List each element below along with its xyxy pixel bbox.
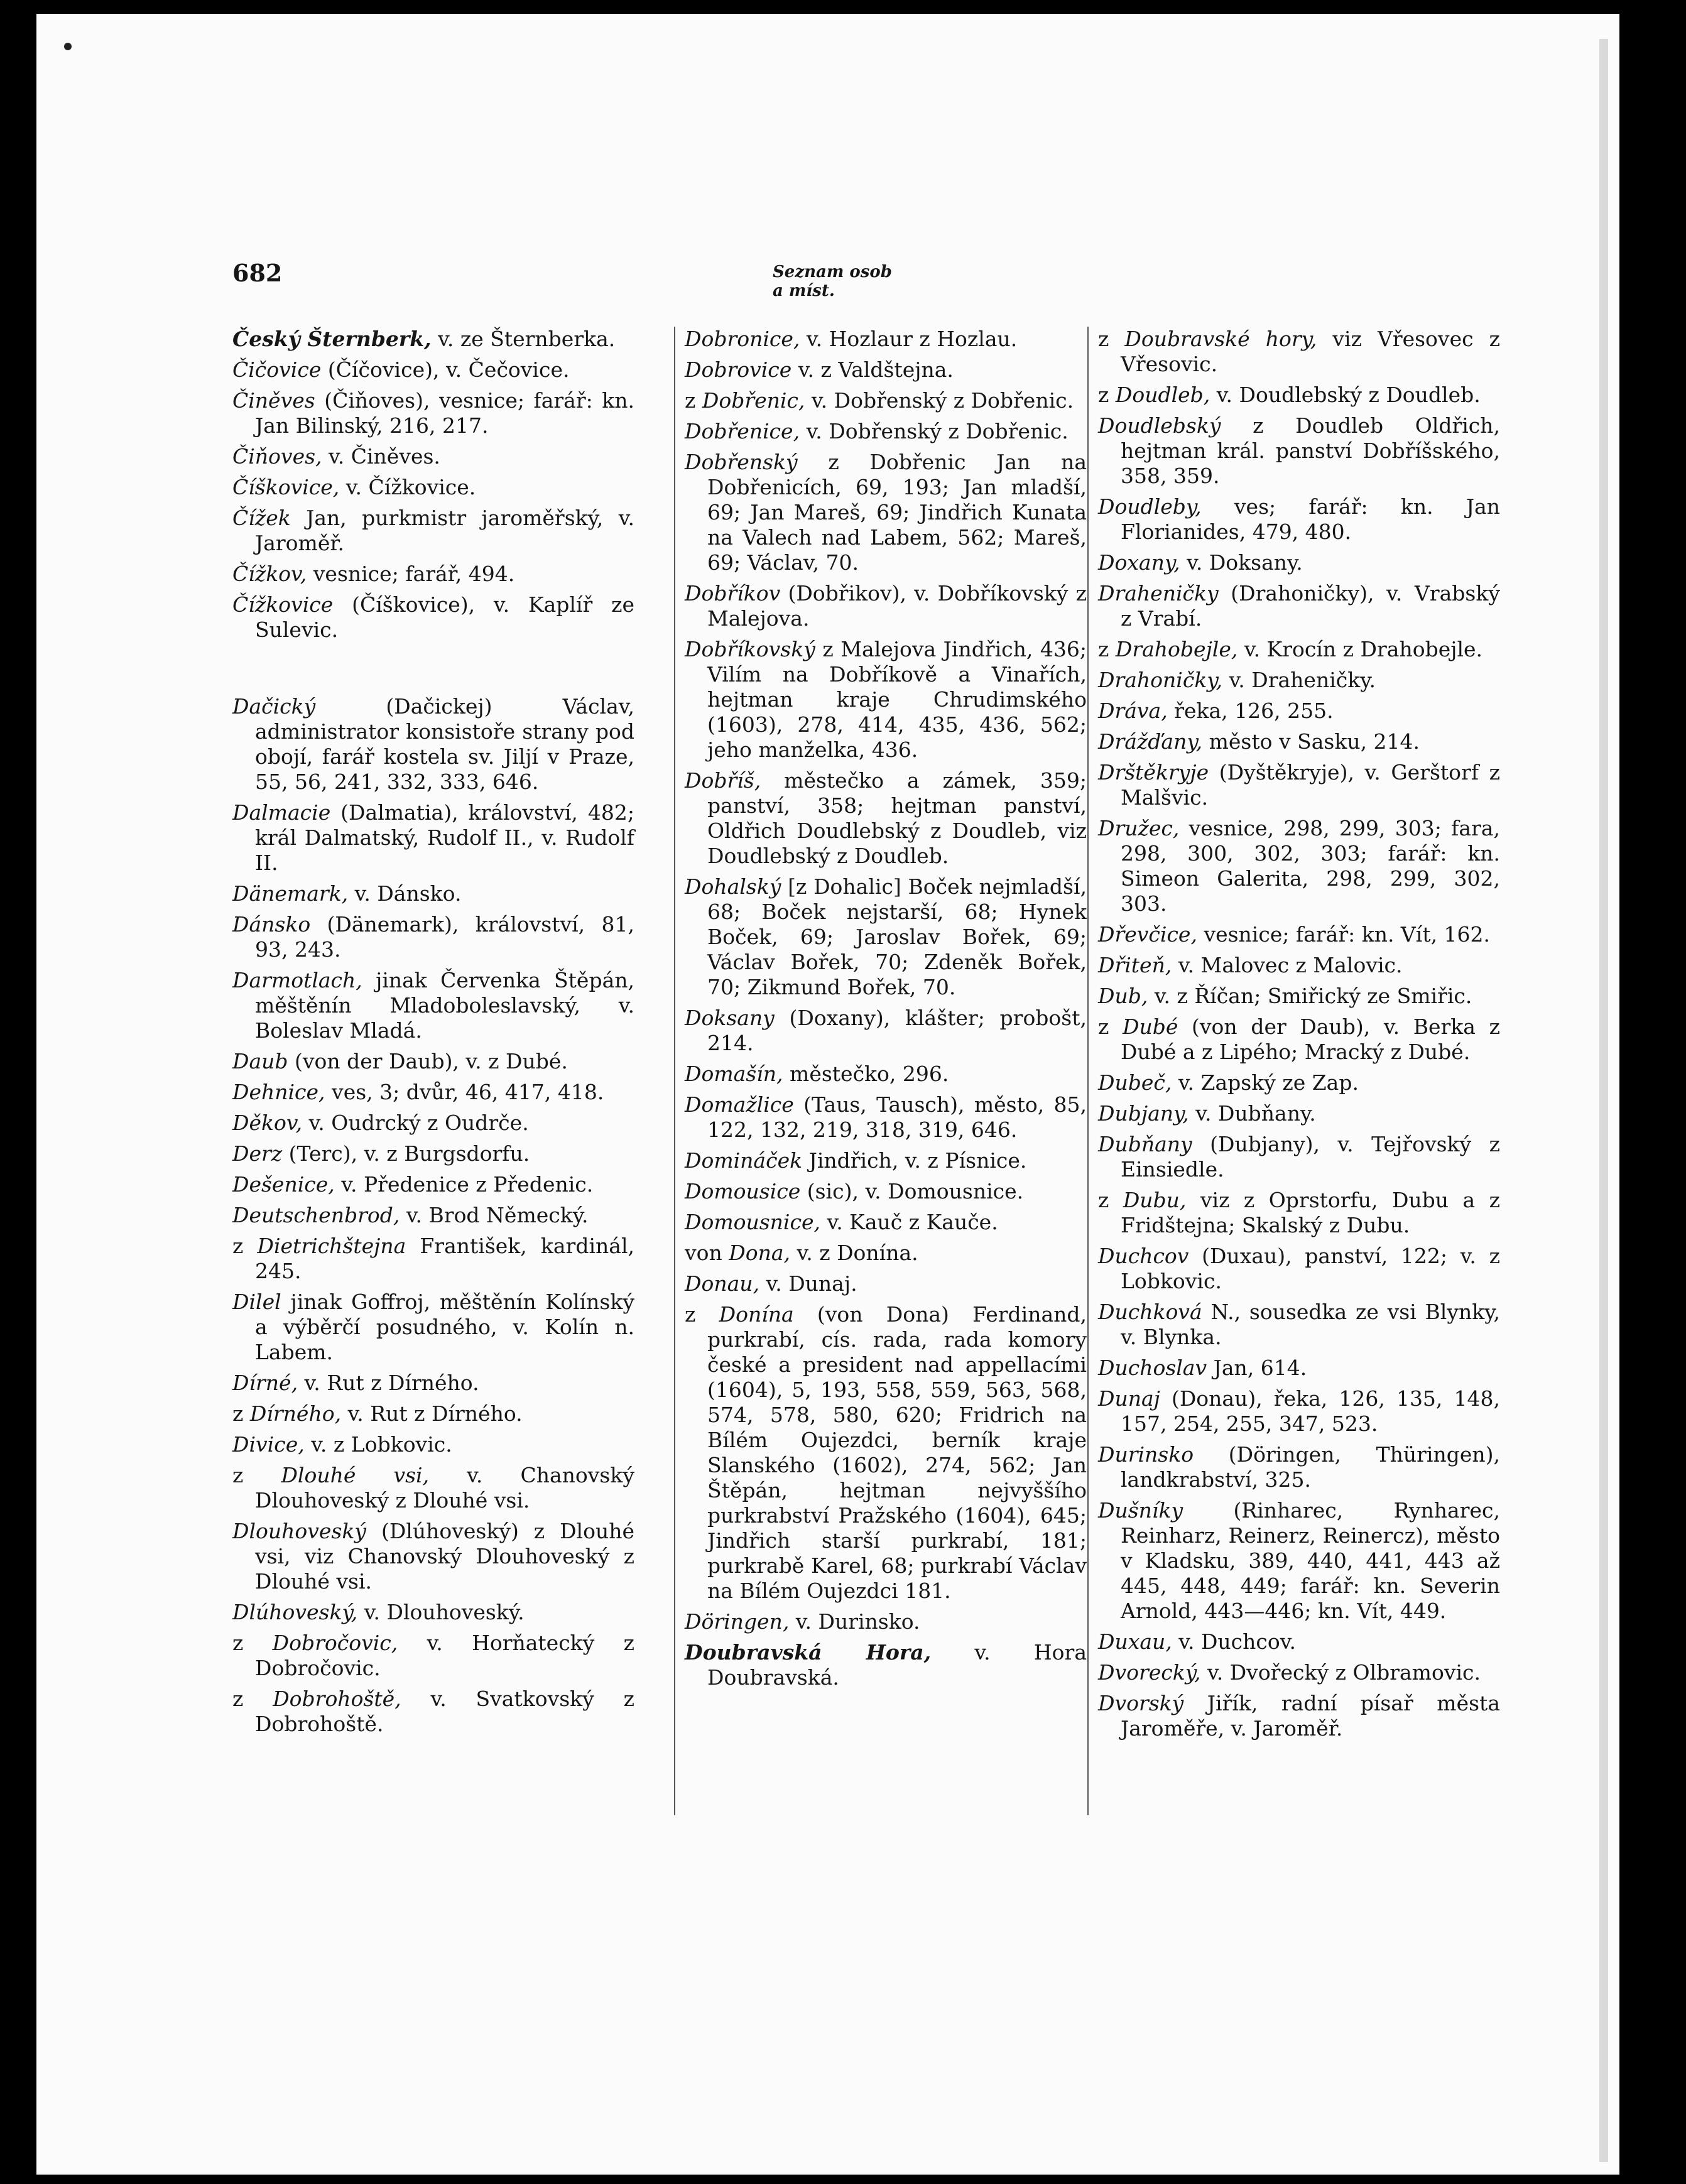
entry-headword: Duchková: [1098, 1300, 1202, 1324]
index-entry: [232, 1631, 634, 1681]
entry-text: (Duxau), panství, 122; v. z Lobkovic.: [1121, 1244, 1500, 1293]
entry-headword: Dobříš,: [685, 768, 761, 793]
entry-headword: Dubeč,: [1098, 1070, 1172, 1095]
entry-headword: Dubu,: [1123, 1188, 1187, 1212]
entry-headword: Doudlebský: [1098, 413, 1221, 438]
index-entry: [232, 1687, 634, 1737]
index-entry: [232, 694, 634, 795]
entry-headword: Dänemark,: [232, 881, 349, 906]
index-entry: [232, 912, 634, 962]
entry-text: v. Hozlaur z Hozlau.: [800, 327, 1018, 351]
index-entry: [232, 800, 634, 876]
entry-text: (Terc), v. z Burgsdorfu.: [282, 1141, 530, 1166]
index-entry: [1098, 413, 1500, 489]
entry-prefix: z: [1098, 1014, 1123, 1039]
entry-headword: Dalmacie: [232, 800, 331, 825]
entry-headword: Čiňoves,: [232, 444, 322, 469]
entry-text: Jiřík, radní písař města Jaroměře, v. Jaroměř.: [1121, 1691, 1500, 1741]
index-entry: [1098, 984, 1500, 1009]
index-column-2: [685, 327, 1087, 1696]
index-column-3: [1098, 327, 1500, 1747]
index-entry: [685, 1640, 1087, 1690]
column-rule-right: [1087, 327, 1089, 1815]
entry-prefix: z: [685, 1302, 719, 1327]
index-entry: [1098, 1629, 1500, 1654]
entry-text: [z Dohalic] Boček nejmladší, 68; Boček nejstarší, 68; Hynek Boček, 69; Jaroslav Bořek, 69; Václav Bořek, 70; Zdeněk Bořek, 70; Zikmund Bořek, 70.: [707, 874, 1087, 999]
index-entry: [1098, 637, 1500, 662]
index-entry: [232, 562, 634, 587]
entry-headword: Dlúhoveský,: [232, 1600, 358, 1624]
index-entry: [232, 388, 634, 438]
entry-headword: Dačický: [232, 694, 316, 719]
entry-text: (Taus, Tausch), město, 85, 122, 132, 219, 318, 319, 646.: [707, 1092, 1087, 1142]
index-entry: [1098, 1188, 1500, 1238]
index-entry: [232, 475, 634, 500]
index-entry: [232, 1401, 634, 1426]
entry-text: v. Dunaj.: [759, 1271, 857, 1296]
entry-text: v. z Říčan; Smiřický ze Smiřic.: [1148, 984, 1472, 1008]
entry-headword: Dobronice,: [685, 327, 800, 351]
entry-text: v. Čížkovice.: [339, 475, 476, 499]
entry-text: v. ze Šternberka.: [431, 327, 616, 351]
index-entry: [1098, 1070, 1500, 1095]
running-title: Seznam osob a míst.: [773, 263, 892, 300]
entry-headword: Dobřenský: [685, 450, 798, 474]
entry-headword: Drážďany,: [1098, 729, 1203, 754]
entry-text: v. Dobřenský z Dobřenic.: [800, 419, 1069, 443]
entry-text: vesnice; farář: kn. Vít, 162.: [1197, 922, 1491, 947]
entry-prefix: z: [232, 1234, 258, 1258]
entry-headword: Český Šternberk,: [232, 327, 432, 351]
entry-headword: Dobřenic,: [702, 388, 805, 413]
index-entry: [685, 357, 1087, 383]
column-rule-left: [674, 327, 675, 1815]
entry-text: (Drahoničky), v. Vrabský z Vrabí.: [1121, 581, 1500, 631]
index-entry: [232, 1519, 634, 1594]
entry-prefix: z: [232, 1401, 250, 1426]
entry-headword: Čížek: [232, 506, 291, 530]
entry-prefix: z: [1098, 383, 1116, 407]
index-entry: [685, 419, 1087, 444]
index-entry: [232, 1290, 634, 1365]
entry-headword: Dřiteň,: [1098, 953, 1172, 977]
entry-headword: Dlouhoveský: [232, 1519, 367, 1543]
entry-text: (Döringen, Thüringen), landkrabství, 325.: [1121, 1442, 1500, 1492]
entry-prefix: z: [1098, 1188, 1123, 1212]
entry-text: (Donau), řeka, 126, 135, 148, 157, 254, 255, 347, 523.: [1121, 1386, 1500, 1436]
entry-text: z Dobřenic Jan na Dobřenicích, 69, 193; Jan mladší, 69; Jan Mareš, 69; Jindřich Kunata na Valech nad Labem, 562; Mareš, 69; Václav, 70.: [707, 450, 1087, 575]
entry-headword: Donína: [719, 1302, 794, 1327]
entry-headword: Doudleb,: [1115, 383, 1210, 407]
entry-headword: Domašín,: [685, 1062, 783, 1086]
index-entry: [232, 1111, 634, 1136]
entry-text: v. Svatkovský z Dobrohoště.: [255, 1687, 634, 1736]
entry-text: v. Oudrcký z Oudrče.: [302, 1111, 529, 1135]
entry-headword: Dřevčice,: [1098, 922, 1197, 947]
entry-text: v. Durinsko.: [789, 1609, 920, 1634]
index-entry: [685, 450, 1087, 575]
entry-text: viz Vřesovec z Vřesovic.: [1121, 327, 1500, 376]
index-entry: [232, 1600, 634, 1625]
entry-headword: Dehnice,: [232, 1080, 325, 1104]
entry-text: z Doudleb Oldřich, hejtman král. panství Dobříšského, 358, 359.: [1121, 413, 1500, 488]
entry-text: ves; farář: kn. Jan Florianides, 479, 480.: [1121, 494, 1500, 544]
entry-headword: Družec,: [1098, 816, 1180, 840]
index-entry: [685, 874, 1087, 1000]
entry-text: Jan, 614.: [1207, 1355, 1307, 1380]
index-entry: [232, 1432, 634, 1457]
index-entry: [685, 768, 1087, 869]
page-number: 682: [232, 259, 283, 287]
entry-text: v. Doksany.: [1180, 550, 1303, 575]
index-entry: [1098, 1014, 1500, 1065]
index-entry: [1098, 922, 1500, 947]
entry-text: viz z Oprstorfu, Dubu a z Fridštejna; Skalský z Dubu.: [1121, 1188, 1500, 1237]
entry-prefix: z: [685, 388, 702, 413]
entry-headword: Dlouhé vsi,: [281, 1463, 430, 1487]
index-entry: [1098, 1498, 1500, 1624]
entry-text: František, kardinál, 245.: [255, 1234, 634, 1283]
entry-headword: Donau,: [685, 1271, 759, 1296]
index-entry: [1098, 816, 1500, 916]
index-entry: [232, 444, 634, 469]
index-entry: [232, 1172, 634, 1197]
entry-prefix: von: [685, 1241, 729, 1265]
entry-text: v. Rut z Dírného.: [298, 1371, 479, 1395]
entry-headword: Děkov,: [232, 1111, 303, 1135]
entry-headword: Darmotlach,: [232, 968, 362, 992]
index-entry: [232, 1371, 634, 1396]
index-entry: [685, 1609, 1087, 1634]
index-entry: [1098, 383, 1500, 408]
index-entry: [685, 1179, 1087, 1204]
index-entry: [685, 1062, 1087, 1087]
entry-headword: Dub,: [1098, 984, 1148, 1008]
entry-headword: Dobříkovský: [685, 637, 815, 661]
index-entry: [232, 327, 634, 352]
entry-headword: Dvorský: [1098, 1691, 1184, 1715]
index-entry: [1098, 327, 1500, 377]
index-entry: [1098, 953, 1500, 978]
entry-headword: Dohalský: [685, 874, 781, 899]
entry-text: v. Dubňany.: [1188, 1101, 1316, 1126]
entry-text: v. z Lobkovic.: [304, 1432, 452, 1457]
index-entry: [1098, 698, 1500, 724]
entry-headword: Döringen,: [685, 1609, 790, 1634]
entry-headword: Domináček: [685, 1148, 803, 1173]
entry-headword: Domousice: [685, 1179, 801, 1203]
index-entry: [685, 1241, 1087, 1266]
entry-text: N., sousedka ze vsi Blynky, v. Blynka.: [1121, 1300, 1500, 1349]
entry-text: v. Dvořecký z Olbramovic.: [1200, 1660, 1481, 1685]
entry-prefix: z: [1098, 637, 1116, 661]
entry-text: (Dyštěkryje), v. Gerštorf z Malšvic.: [1121, 760, 1500, 810]
entry-headword: Číškovice,: [232, 475, 340, 499]
index-entry: [685, 637, 1087, 763]
entry-headword: Dilel: [232, 1290, 281, 1314]
entry-text: (von der Daub), v. Berka z Dubé a z Lipého; Mracký z Dubé.: [1121, 1014, 1500, 1064]
index-entry: [232, 1463, 634, 1513]
entry-headword: Dubňany: [1098, 1132, 1192, 1156]
entry-text: v. Hora Doubravská.: [707, 1640, 1087, 1690]
entry-headword: Derz: [232, 1141, 283, 1166]
entry-text: vesnice, 298, 299, 303; fara, 298, 300, 302, 303; farář: kn. Simeon Galerita, 298, 299, 302, 303.: [1121, 816, 1500, 916]
entry-text: v. Činěves.: [322, 444, 440, 469]
entry-text: městečko a zámek, 359; panství, 358; hejtman panství, Oldřich Doudlebský z Doudleb, viz Doudlebský z Doudleb.: [707, 768, 1087, 868]
entry-headword: Doubravské hory,: [1124, 327, 1317, 351]
entry-text: v. Dánsko.: [348, 881, 462, 906]
index-entry: [685, 1092, 1087, 1143]
entry-text: vesnice; farář, 494.: [307, 562, 515, 586]
entry-headword: Dušníky: [1098, 1498, 1183, 1523]
entry-text: v. z Donína.: [790, 1241, 918, 1265]
entry-headword: Doxany,: [1098, 550, 1180, 575]
entry-text: Jan, purkmistr jaroměřský, v. Jaroměř.: [255, 506, 634, 555]
entry-text: v. Předenice z Předenic.: [334, 1172, 594, 1197]
index-entry: [232, 1141, 634, 1166]
index-entry: [1098, 1300, 1500, 1350]
index-entry: [685, 581, 1087, 631]
entry-headword: Duxau,: [1098, 1629, 1172, 1654]
index-entry: [685, 327, 1087, 352]
entry-text: v. Chanovský Dlouhoveský z Dlouhé vsi.: [255, 1463, 634, 1513]
index-entry: [232, 1203, 634, 1228]
entry-headword: Dobročovic,: [272, 1631, 398, 1655]
entry-headword: Dubjany,: [1098, 1101, 1189, 1126]
index-entry: [1098, 1660, 1500, 1685]
entry-text: (Dänemark), království, 81, 93, 243.: [255, 912, 634, 962]
entry-headword: Durinsko: [1098, 1442, 1194, 1467]
entry-headword: Čížkov,: [232, 562, 307, 586]
index-entry: [1098, 581, 1500, 631]
entry-text: v. z Valdštejna.: [791, 357, 954, 382]
entry-text: (Dubjany), v. Tejřovský z Einsiedle.: [1121, 1132, 1500, 1182]
entry-headword: Dobrovice: [685, 357, 792, 382]
entry-text: jinak Goffroj, měštěnín Kolínský a výběrčí posudného, v. Kolín n. Labem.: [255, 1290, 634, 1364]
entry-headword: Duchoslav: [1098, 1355, 1207, 1380]
entry-headword: Činěves: [232, 388, 315, 413]
entry-text: v. Kauč z Kauče.: [820, 1210, 998, 1234]
entry-headword: Doubravská Hora,: [685, 1640, 932, 1665]
index-entry: [232, 506, 634, 556]
index-entry: [1098, 1132, 1500, 1182]
entry-headword: Dobříkov: [685, 581, 781, 606]
entry-headword: Dvorecký,: [1098, 1660, 1201, 1685]
entry-text: v. Duchcov.: [1172, 1629, 1296, 1654]
entry-headword: Dešenice,: [232, 1172, 335, 1197]
entry-text: v. Krocín z Drahobejle.: [1237, 637, 1483, 661]
entry-text: Jindřich, v. z Písnice.: [802, 1148, 1027, 1173]
index-entry: [1098, 1355, 1500, 1381]
entry-headword: Doudleby,: [1098, 494, 1202, 519]
entry-text: (Číškovice), v. Kaplíř ze Sulevic.: [255, 592, 634, 642]
entry-headword: Dietrichštejna: [257, 1234, 406, 1258]
entry-text: městečko, 296.: [783, 1062, 949, 1086]
entry-text: v. Dobřenský z Dobřenic.: [805, 388, 1074, 413]
index-entry: [1098, 1442, 1500, 1492]
entry-text: město v Sasku, 214.: [1202, 729, 1420, 754]
entry-headword: Domousnice,: [685, 1210, 820, 1234]
entry-headword: Dráva,: [1098, 698, 1168, 723]
index-entry: [232, 1049, 634, 1074]
speck-mark: [64, 43, 72, 50]
entry-text: v. Doudlebský z Doudleb.: [1210, 383, 1481, 407]
index-entry: [685, 388, 1087, 413]
entry-headword: Dunaj: [1098, 1386, 1160, 1411]
entry-prefix: z: [232, 1631, 273, 1655]
page-header: [232, 259, 907, 300]
index-entry: [685, 1006, 1087, 1056]
entry-text: v. Rut z Dírného.: [341, 1401, 523, 1426]
entry-text: (Dlúhoveský) z Dlouhé vsi, viz Chanovský Dlouhoveský z Dlouhé vsi.: [255, 1519, 634, 1594]
entry-headword: Dírného,: [249, 1401, 342, 1426]
index-entry: [232, 357, 634, 383]
entry-headword: Duchcov: [1098, 1244, 1189, 1268]
entry-prefix: z: [232, 1687, 273, 1711]
entry-text: (Doxany), klášter; probošt, 214.: [707, 1006, 1087, 1055]
entry-headword: Daub: [232, 1049, 288, 1073]
index-entry: [1098, 1244, 1500, 1294]
entry-headword: Drahoničky,: [1098, 668, 1223, 692]
entry-headword: Domažlice: [685, 1092, 794, 1117]
entry-text: v. Malovec z Malovic.: [1172, 953, 1403, 977]
entry-headword: Dírné,: [232, 1371, 298, 1395]
index-entry: [685, 1210, 1087, 1235]
entry-headword: Čížkovice: [232, 592, 334, 617]
entry-text: v. Dlouhoveský.: [357, 1600, 525, 1624]
entry-headword: Drahobejle,: [1115, 637, 1238, 661]
entry-text: (Dobřikov), v. Dobříkovský z Malejova.: [707, 581, 1087, 631]
index-entry: [1098, 1691, 1500, 1741]
entry-headword: Dubé: [1123, 1014, 1178, 1039]
entry-text: ves, 3; dvůr, 46, 417, 418.: [325, 1080, 604, 1104]
index-column-1: [232, 327, 634, 1742]
entry-prefix: z: [232, 1463, 281, 1487]
index-entry: [1098, 760, 1500, 810]
page-edge-shadow: [1599, 39, 1608, 2162]
index-entry: [1098, 668, 1500, 693]
entry-text: (sic), v. Domousnice.: [800, 1179, 1024, 1203]
entry-text: řeka, 126, 255.: [1167, 698, 1334, 723]
entry-headword: Dobrohoště,: [273, 1687, 401, 1711]
index-entry: [1098, 1386, 1500, 1437]
entry-headword: Drštěkryje: [1098, 760, 1209, 785]
entry-text: v. Zapský ze Zap.: [1172, 1070, 1359, 1095]
entry-headword: Deutschenbrod,: [232, 1203, 400, 1227]
entry-headword: Dánsko: [232, 912, 311, 937]
index-entry: [685, 1302, 1087, 1604]
index-entry: [1098, 550, 1500, 575]
index-entry: [232, 1080, 634, 1105]
index-entry: [232, 968, 634, 1043]
entry-headword: Doksany: [685, 1006, 775, 1030]
entry-text: (von der Daub), v. z Dubé.: [288, 1049, 568, 1073]
entry-text: v. Draheničky.: [1222, 668, 1376, 692]
index-entry: [232, 592, 634, 643]
entry-text: jinak Červenka Štěpán, měštěnín Mladoboleslavský, v. Boleslav Mladá.: [255, 968, 634, 1043]
index-entry: [1098, 1101, 1500, 1126]
entry-text: v. Brod Německý.: [400, 1203, 589, 1227]
entry-text: (Čiňoves), vesnice; farář: kn. Jan Bilinský, 216, 217.: [255, 388, 634, 438]
index-entry: [232, 1234, 634, 1284]
index-entry: [1098, 494, 1500, 545]
index-entry: [685, 1148, 1087, 1173]
entry-headword: Divice,: [232, 1432, 305, 1457]
entry-text: (Dalmatia), království, 482; král Dalmatský, Rudolf II., v. Rudolf II.: [255, 800, 634, 875]
entry-text: (von Dona) Ferdinand, purkrabí, cís. rada, rada komory české a president nad appellacími (1604), 5, 193, 558, 559, 563, 568, 574, 578, 580, 620; Fridrich na Bílém Oujezdci, berník kraje Slanského (1602), 274, 562; Jan Štěpán, hejtman nejvyššího purkrabství Pražského (1604), 645; Jindřich starší purkrabí, 181; purkrabě Karel, 68; purkrabí Václav na Bílém Oujezdci 181.: [707, 1302, 1087, 1603]
index-entry: [232, 881, 634, 906]
entry-headword: Draheničky: [1098, 581, 1219, 606]
entry-headword: Dobřenice,: [685, 419, 800, 443]
entry-text: z Malejova Jindřich, 436; Vilím na Dobříkově a Vinařích, hejtman kraje Chrudimského (1603), 278, 414, 435, 436, 562; jeho manželka, 436.: [707, 637, 1087, 762]
entry-prefix: z: [1098, 327, 1125, 351]
entry-headword: Dona,: [729, 1241, 791, 1265]
index-entry: [685, 1271, 1087, 1296]
entry-text: (Číčovice), v. Čečovice.: [321, 357, 570, 382]
entry-text: (Rinharec, Rynharec, Reinharz, Reinerz, Reinercz), město v Kladsku, 389, 440, 441, 443 až 445, 448, 449; farář: kn. Severin Arnold, 443—446; kn. Vít, 449.: [1121, 1498, 1500, 1623]
entry-text: (Dačickej) Václav, administrator konsistoře strany pod obojí, farář kostela sv. Jiljí v Praze, 55, 56, 241, 332, 333, 646.: [255, 694, 634, 794]
entry-headword: Čičovice: [232, 357, 322, 382]
index-entry: [1098, 729, 1500, 754]
entry-text: v. Horňatecký z Dobročovic.: [255, 1631, 634, 1680]
